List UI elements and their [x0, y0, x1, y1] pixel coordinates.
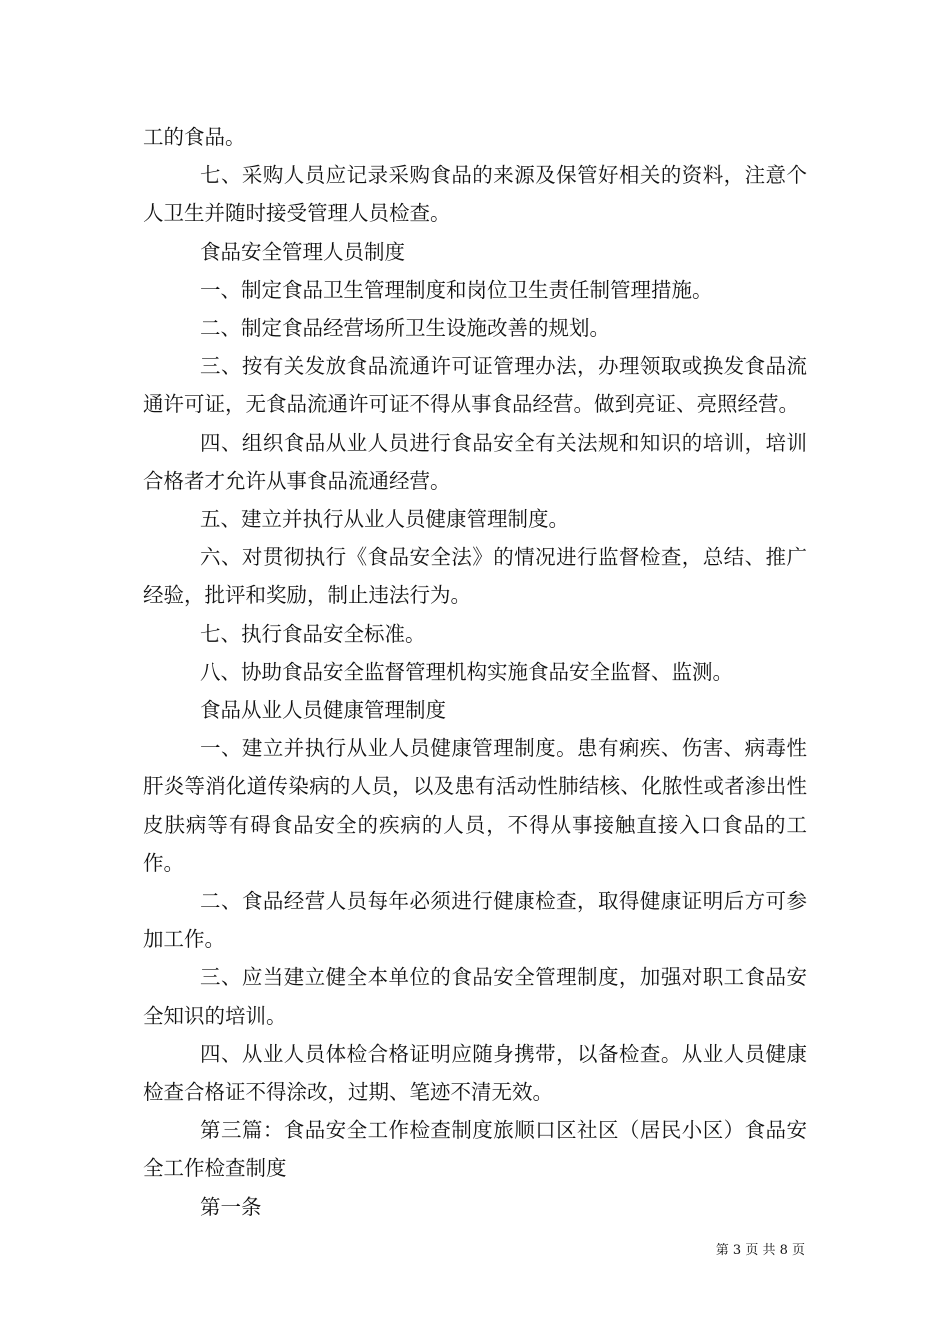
paragraph: 二、制定食品经营场所卫生设施改善的规划。	[200, 316, 610, 341]
paragraph: 七、执行食品安全标准。	[200, 621, 426, 646]
paragraph: 六、对贯彻执行《食品安全法》的情况进行监督检查，总结、推广经验，批评和奖励，制止违法行为。	[143, 545, 807, 608]
page-number: 第 3 页 共 8 页	[715, 1243, 805, 1258]
paragraph: 工的食品。	[143, 125, 246, 149]
paragraph: 八、协助食品安全监督管理机构实施食品安全监督、监测。	[200, 659, 733, 684]
paragraph: 四、从业人员体检合格证明应随身携带，以备检查。从业人员健康检查合格证不得涂改，过期、笔迹不清无效。	[143, 1041, 807, 1105]
paragraph: 四、组织食品从业人员进行食品安全有关法规和知识的培训，培训合格者才允许从事食品流通经营。	[143, 430, 807, 493]
paragraph: 三、按有关发放食品流通许可证管理办法，办理领取或换发食品流通许可证，无食品流通许可证不得从事食品经营。做到亮证、亮照经营。	[143, 354, 807, 417]
paragraph: 二、食品经营人员每年必须进行健康检查，取得健康证明后方可参加工作。	[143, 889, 807, 952]
section-heading: 食品安全管理人员制度	[200, 239, 405, 264]
paragraph: 一、建立并执行从业人员健康管理制度。患有痢疾、伤害、病毒性肝炎等消化道传染病的人员，以及患有活动性肺结核、化脓性或者渗出性皮肤病等有碍食品安全的疾病的人员，不得从事接触直接入口食品的工作。	[143, 736, 807, 875]
paragraph: 第一条	[200, 1194, 262, 1219]
paragraph: 五、建立并执行从业人员健康管理制度。	[200, 507, 569, 532]
section-heading: 食品从业人员健康管理制度	[200, 698, 446, 723]
paragraph: 七、采购人员应记录采购食品的来源及保管好相关的资料，注意个人卫生并随时接受管理人员检查。	[143, 163, 807, 226]
paragraph: 三、应当建立健全本单位的食品安全管理制度，加强对职工食品安全知识的培训。	[143, 965, 807, 1028]
section-heading: 第三篇：食品安全工作检查制度旅顺口区社区（居民小区）食品安全工作检查制度	[143, 1118, 807, 1181]
document-body	[143, 118, 807, 1226]
paragraph: 一、制定食品卫生管理制度和岗位卫生责任制管理措施。	[200, 277, 713, 302]
